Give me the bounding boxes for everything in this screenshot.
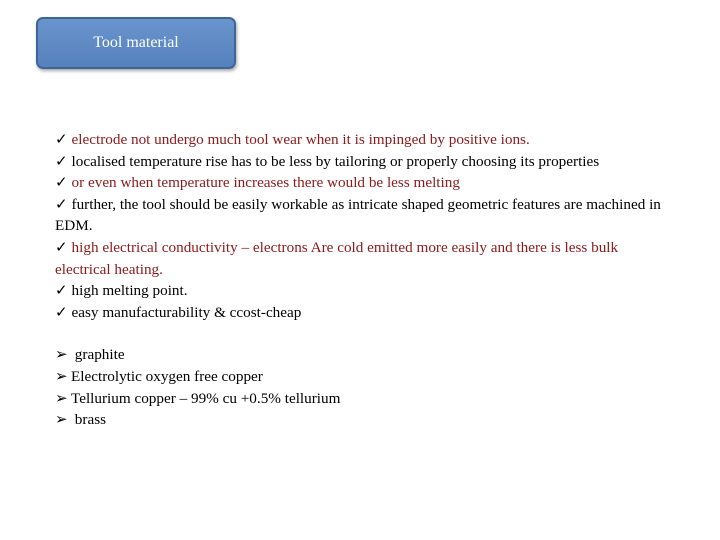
arrow-bullet-icon: ➢ — [55, 367, 68, 385]
spacer — [55, 323, 667, 344]
check-item — [55, 172, 667, 194]
check-item — [55, 129, 667, 151]
check-icon: ✓ — [55, 195, 68, 213]
check-item-text: high electrical conductivity – electrons Are cold emitted more easily and there is less bulk electrical heating. — [55, 238, 619, 278]
material-item — [55, 388, 667, 410]
check-item-text: localised temperature rise has to be less by tailoring or properly choosing its properties — [71, 152, 600, 170]
check-icon: ✓ — [55, 238, 68, 256]
title-box — [36, 17, 236, 69]
material-item — [55, 344, 667, 366]
arrow-bullet-icon: ➢ — [55, 346, 68, 364]
check-item-text: or even when temperature increases there would be less melting — [71, 174, 460, 192]
check-item — [55, 237, 667, 280]
check-item-text: easy manufacturability & ccost-cheap — [71, 303, 302, 321]
check-item-text: electrode not undergo much tool wear when it is impinged by positive ions. — [71, 131, 530, 148]
check-icon: ✓ — [55, 131, 68, 148]
title-text: Tool material — [93, 34, 179, 51]
check-icon: ✓ — [55, 174, 68, 192]
content-area — [55, 129, 667, 431]
check-item — [55, 302, 667, 324]
material-item — [55, 366, 667, 388]
arrow-bullet-icon: ➢ — [55, 389, 68, 407]
check-item-text: further, the tool should be easily workable as intricate shaped geometric features are machined in EDM. — [55, 195, 661, 235]
material-item — [55, 409, 667, 431]
check-item — [55, 194, 667, 237]
check-item-text: high melting point. — [71, 282, 188, 300]
check-item — [55, 151, 667, 173]
check-icon: ✓ — [55, 152, 68, 170]
material-item-text: Tellurium copper – 99% cu +0.5% tellurium — [71, 389, 341, 407]
material-item-text: graphite — [71, 346, 125, 364]
check-icon: ✓ — [55, 303, 68, 321]
check-icon: ✓ — [55, 282, 68, 300]
arrow-bullet-icon: ➢ — [55, 411, 68, 429]
check-item — [55, 280, 667, 302]
material-item-text: Electrolytic oxygen free copper — [71, 367, 263, 385]
material-item-text: brass — [71, 411, 107, 429]
